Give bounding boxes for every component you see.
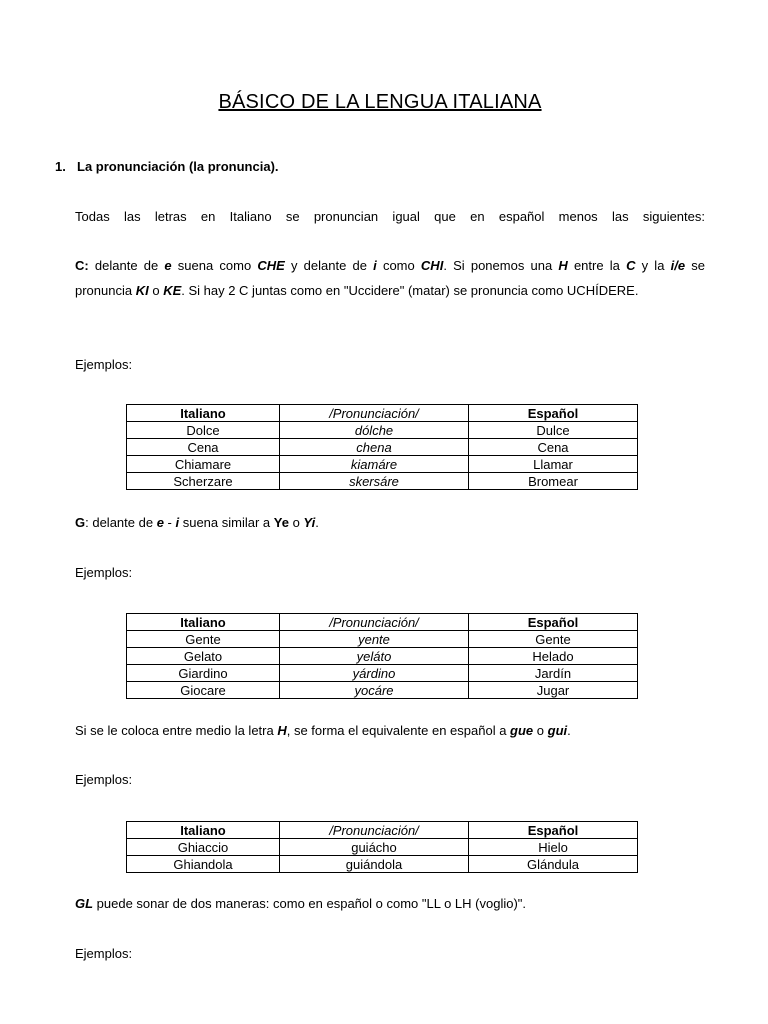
c-rule-che: CHE: [257, 258, 285, 273]
cell-pronunciation: guiácho: [280, 839, 469, 856]
cell-spanish: Jardín: [469, 665, 638, 682]
g-rule-e: e: [156, 515, 164, 530]
intro-paragraph: Todas las letras en Italiano se pronuncian igual que en español menos las siguientes:: [75, 209, 705, 224]
c-rule-text: se pronuncia: [75, 258, 705, 298]
examples-label: Ejemplos:: [75, 946, 133, 961]
cell-spanish: Gente: [469, 631, 638, 648]
cell-italian: Giardino: [127, 665, 280, 682]
c-rule-text: y la: [635, 258, 671, 273]
c-rule-chi: CHI: [420, 258, 444, 273]
g-rule-text: suena similar a: [179, 515, 274, 530]
gl-rule-paragraph: [75, 896, 526, 911]
cell-italian: Giocare: [127, 682, 280, 699]
table-row: [127, 631, 638, 648]
c-rule-e: e: [164, 258, 172, 273]
cell-pronunciation: guiándola: [280, 856, 469, 873]
cell-italian: Gente: [127, 631, 280, 648]
header-pronunciation: /Pronunciación/: [280, 405, 469, 422]
cell-spanish: Jugar: [469, 682, 638, 699]
table-row: [127, 665, 638, 682]
table-header-row: [127, 822, 638, 839]
table-gh: [126, 821, 638, 873]
cell-italian: Ghiandola: [127, 856, 280, 873]
c-rule-text: entre la: [567, 258, 627, 273]
cell-spanish: Cena: [469, 439, 638, 456]
cell-italian: Gelato: [127, 648, 280, 665]
c-rule-text: . Si ponemos una: [443, 258, 559, 273]
table-row: [127, 839, 638, 856]
c-rule-text: como: [376, 258, 421, 273]
c-rule-text: delante de: [88, 258, 165, 273]
header-spanish: Español: [469, 405, 638, 422]
g-rule-text: o: [288, 515, 304, 530]
c-rule-text: suena como: [171, 258, 258, 273]
header-italian: Italiano: [127, 614, 280, 631]
cell-italian: Scherzare: [127, 473, 280, 490]
gl-rule-text: puede sonar de dos maneras: como en español o como "LL o LH (voglio)".: [93, 896, 527, 911]
table-header-row: [127, 405, 638, 422]
cell-spanish: Dulce: [469, 422, 638, 439]
g-rule-i: i: [175, 515, 180, 530]
table-row: [127, 422, 638, 439]
c-rule-ki: KI: [135, 282, 149, 298]
table-g: [126, 613, 638, 699]
g-rule-label: G: [75, 515, 86, 530]
c-rule-h: H: [558, 258, 568, 273]
g-rule-text: .: [315, 515, 319, 530]
cell-pronunciation: yárdino: [280, 665, 469, 682]
c-rule-i: i: [373, 258, 377, 273]
table-row: [127, 473, 638, 490]
cell-pronunciation: chena: [280, 439, 469, 456]
cell-spanish: Bromear: [469, 473, 638, 490]
cell-spanish: Hielo: [469, 839, 638, 856]
cell-pronunciation: yeláto: [280, 648, 469, 665]
gh-rule-text: Si se le coloca entre medio la letra: [75, 723, 278, 738]
c-rule-paragraph: [75, 254, 705, 303]
gh-rule-paragraph: [75, 723, 571, 738]
examples-label: Ejemplos:: [75, 565, 133, 580]
table-row: [127, 439, 638, 456]
gl-rule-gl: GL: [75, 896, 94, 911]
gh-rule-gue: gue: [510, 723, 534, 738]
examples-label: Ejemplos:: [75, 772, 133, 787]
gh-rule-h: H: [277, 723, 287, 738]
c-rule-text: y delante de: [284, 258, 374, 273]
cell-italian: Ghiaccio: [127, 839, 280, 856]
g-rule-text: -: [163, 515, 176, 530]
table-row: [127, 648, 638, 665]
g-rule-text: : delante de: [85, 515, 157, 530]
header-italian: Italiano: [127, 405, 280, 422]
g-rule-yi: Yi: [303, 515, 316, 530]
examples-label: Ejemplos:: [75, 357, 133, 372]
cell-italian: Chiamare: [127, 456, 280, 473]
c-rule-c: C: [626, 258, 636, 273]
table-row: [127, 456, 638, 473]
header-spanish: Español: [469, 822, 638, 839]
header-spanish: Español: [469, 614, 638, 631]
table-row: [127, 856, 638, 873]
cell-pronunciation: yocáre: [280, 682, 469, 699]
header-pronunciation: /Pronunciación/: [280, 822, 469, 839]
table-header-row: [127, 614, 638, 631]
header-pronunciation: /Pronunciación/: [280, 614, 469, 631]
section-number: 1.: [55, 159, 66, 174]
cell-pronunciation: kiamáre: [280, 456, 469, 473]
gh-rule-text: , se forma el equivalente en español a: [286, 723, 511, 738]
c-rule-label: C:: [75, 258, 89, 273]
cell-spanish: Helado: [469, 648, 638, 665]
header-italian: Italiano: [127, 822, 280, 839]
section-title: La pronunciación (la pronuncia).: [77, 159, 279, 174]
g-rule-ye: Ye: [273, 515, 289, 530]
gh-rule-text: .: [567, 723, 571, 738]
cell-pronunciation: skersáre: [280, 473, 469, 490]
cell-italian: Cena: [127, 439, 280, 456]
cell-spanish: Llamar: [469, 456, 638, 473]
section-heading: [55, 159, 279, 174]
gh-rule-text: o: [533, 723, 548, 738]
c-rule-text: . Si hay 2 C juntas como en "Uccidere" (matar) se pronuncia como UCHÍDERE.: [181, 282, 639, 298]
cell-pronunciation: yente: [280, 631, 469, 648]
c-rule-ie: i/e: [670, 258, 686, 273]
g-rule-paragraph: [75, 515, 319, 530]
c-rule-text: o: [148, 282, 164, 298]
gh-rule-gui: gui: [547, 723, 568, 738]
page-title: BÁSICO DE LA LENGUA ITALIANA: [218, 91, 542, 113]
table-c: [126, 404, 638, 490]
table-row: [127, 682, 638, 699]
cell-spanish: Glándula: [469, 856, 638, 873]
c-rule-ke: KE: [163, 282, 182, 298]
cell-pronunciation: dólche: [280, 422, 469, 439]
cell-italian: Dolce: [127, 422, 280, 439]
